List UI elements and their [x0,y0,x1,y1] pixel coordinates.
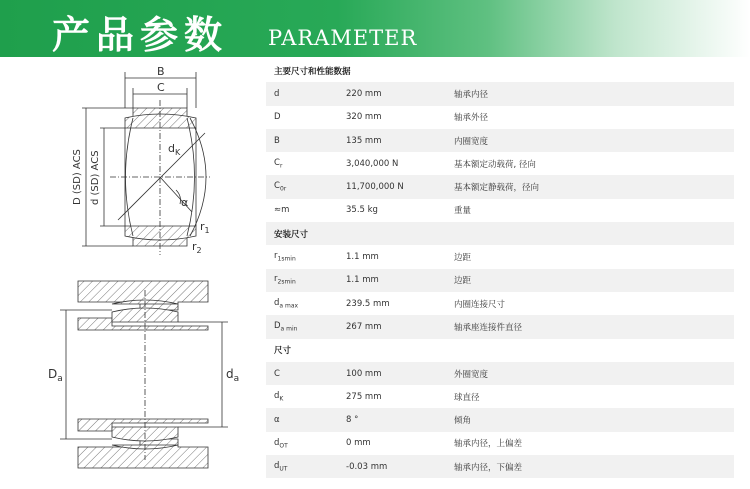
param-symbol [266,199,338,222]
symbol-subscript: OT [279,442,288,450]
label-r1: $r_1$ [200,220,210,235]
symbol-subscript: 2smin [277,279,296,287]
param-symbol [266,455,338,478]
table-row [266,152,734,175]
table-row [266,245,734,268]
param-description: 轴承外径 [454,113,489,124]
param-symbol [266,432,338,455]
symbol-main: C [274,157,280,168]
param-value: 1.1 mm [346,252,379,263]
symbol-main: C [274,181,280,192]
table-row [266,455,734,478]
param-symbol [266,106,338,129]
symbol-subscript: a min [280,325,298,333]
param-value: 275 mm [346,391,382,402]
label-d-sd-acs: d (SD) ACS [90,150,101,205]
param-value: 3,040,000 N [346,158,399,169]
header-banner [0,0,750,57]
page-subtitle: PARAMETER [268,26,418,50]
symbol-subscript: 1smin [277,255,296,263]
symbol-main: ≈m [274,205,290,216]
table-row [266,175,734,198]
param-value: 135 mm [338,129,446,152]
table-row [266,269,734,292]
page-title: 产品参数 [52,13,229,57]
param-symbol [266,292,338,315]
table-row [266,315,734,338]
param-value: 220 mm [338,82,446,105]
param-symbol [266,315,338,338]
symbol-main: C [274,368,280,379]
param-description: 倾角 [446,408,734,431]
param-description: 边距 [446,269,734,292]
table-row [266,292,734,315]
param-description: 边距 [454,253,472,264]
param-symbol [266,269,338,292]
label-C: C [157,81,165,94]
section-header [266,339,734,362]
param-value: 267 mm [338,315,446,338]
label-da: $d_a$ [226,367,240,384]
table-row [266,82,734,105]
param-description: 轴承座连接件直径 [446,315,734,338]
symbol-subscript: 0r [279,185,287,193]
symbol-main: r [274,274,278,285]
symbol-main: d [274,297,280,308]
table-row [266,106,734,129]
param-symbol [266,408,338,431]
param-value: 100 mm [338,362,446,385]
symbol-main: D [274,112,281,123]
symbol-subscript: K [279,395,284,403]
param-description: 基本额定动载荷, 径向 [454,159,536,170]
section-title: 尺寸 [274,346,292,357]
table-row [266,432,734,455]
section-title: 安装尺寸 [266,222,734,245]
param-description: 外圈宽度 [446,362,734,385]
param-description: 轴承内径，上偏差 [454,439,523,450]
parameter-table [266,59,734,478]
param-symbol [266,152,338,175]
param-description: 内圈连接尺寸 [454,299,506,310]
param-description: 基本额定静载荷，径向 [446,175,734,198]
symbol-subscript: a max [279,302,299,310]
section-header [266,59,734,82]
label-alpha: α [181,196,189,209]
bearing-section-drawing [82,72,210,255]
symbol-main: d [274,460,280,471]
param-description: 重量 [454,206,472,217]
param-value: 0 mm [346,438,371,449]
symbol-main: r [274,251,278,262]
param-value: 35.5 kg [346,205,378,216]
param-description: 轴承内径 [446,82,734,105]
installation-drawing [60,281,228,468]
param-description: 球直径 [454,392,480,403]
section-title: 主要尺寸和性能数据 [274,66,351,77]
param-value: 1.1 mm [338,269,446,292]
label-dk: $d_K$ [168,142,181,157]
param-description: 内圈宽度 [446,129,734,152]
bearing-drawings [0,57,260,489]
table-row [266,199,734,222]
param-symbol [266,129,338,152]
symbol-main: B [274,135,280,146]
label-Da: $D_a$ [48,367,63,384]
param-symbol [266,362,338,385]
symbol-main: d [274,88,280,99]
param-value: 8 ° [338,408,446,431]
symbol-main: d [274,437,280,448]
param-value: 239.5 mm [346,298,390,309]
label-B: B [157,65,165,78]
param-symbol [266,82,338,105]
symbol-subscript: r [279,162,283,170]
symbol-main: α [274,415,280,426]
symbol-subscript: UT [279,465,288,473]
table-row [266,408,734,431]
param-symbol [266,175,338,198]
table-row [266,385,734,408]
param-symbol [266,245,338,268]
symbol-main: d [274,390,280,401]
label-D-sd-acs: D (SD) ACS [72,149,83,205]
label-r2: $r_2$ [192,240,202,255]
symbol-main: D [274,321,281,332]
section-header [266,222,734,245]
table-row [266,362,734,385]
param-value: 320 mm [346,112,382,123]
param-symbol [266,385,338,408]
param-value: 11,700,000 N [338,175,446,198]
table-row [266,129,734,152]
param-description: 轴承内径，下偏差 [446,455,734,478]
param-value: -0.03 mm [338,455,446,478]
